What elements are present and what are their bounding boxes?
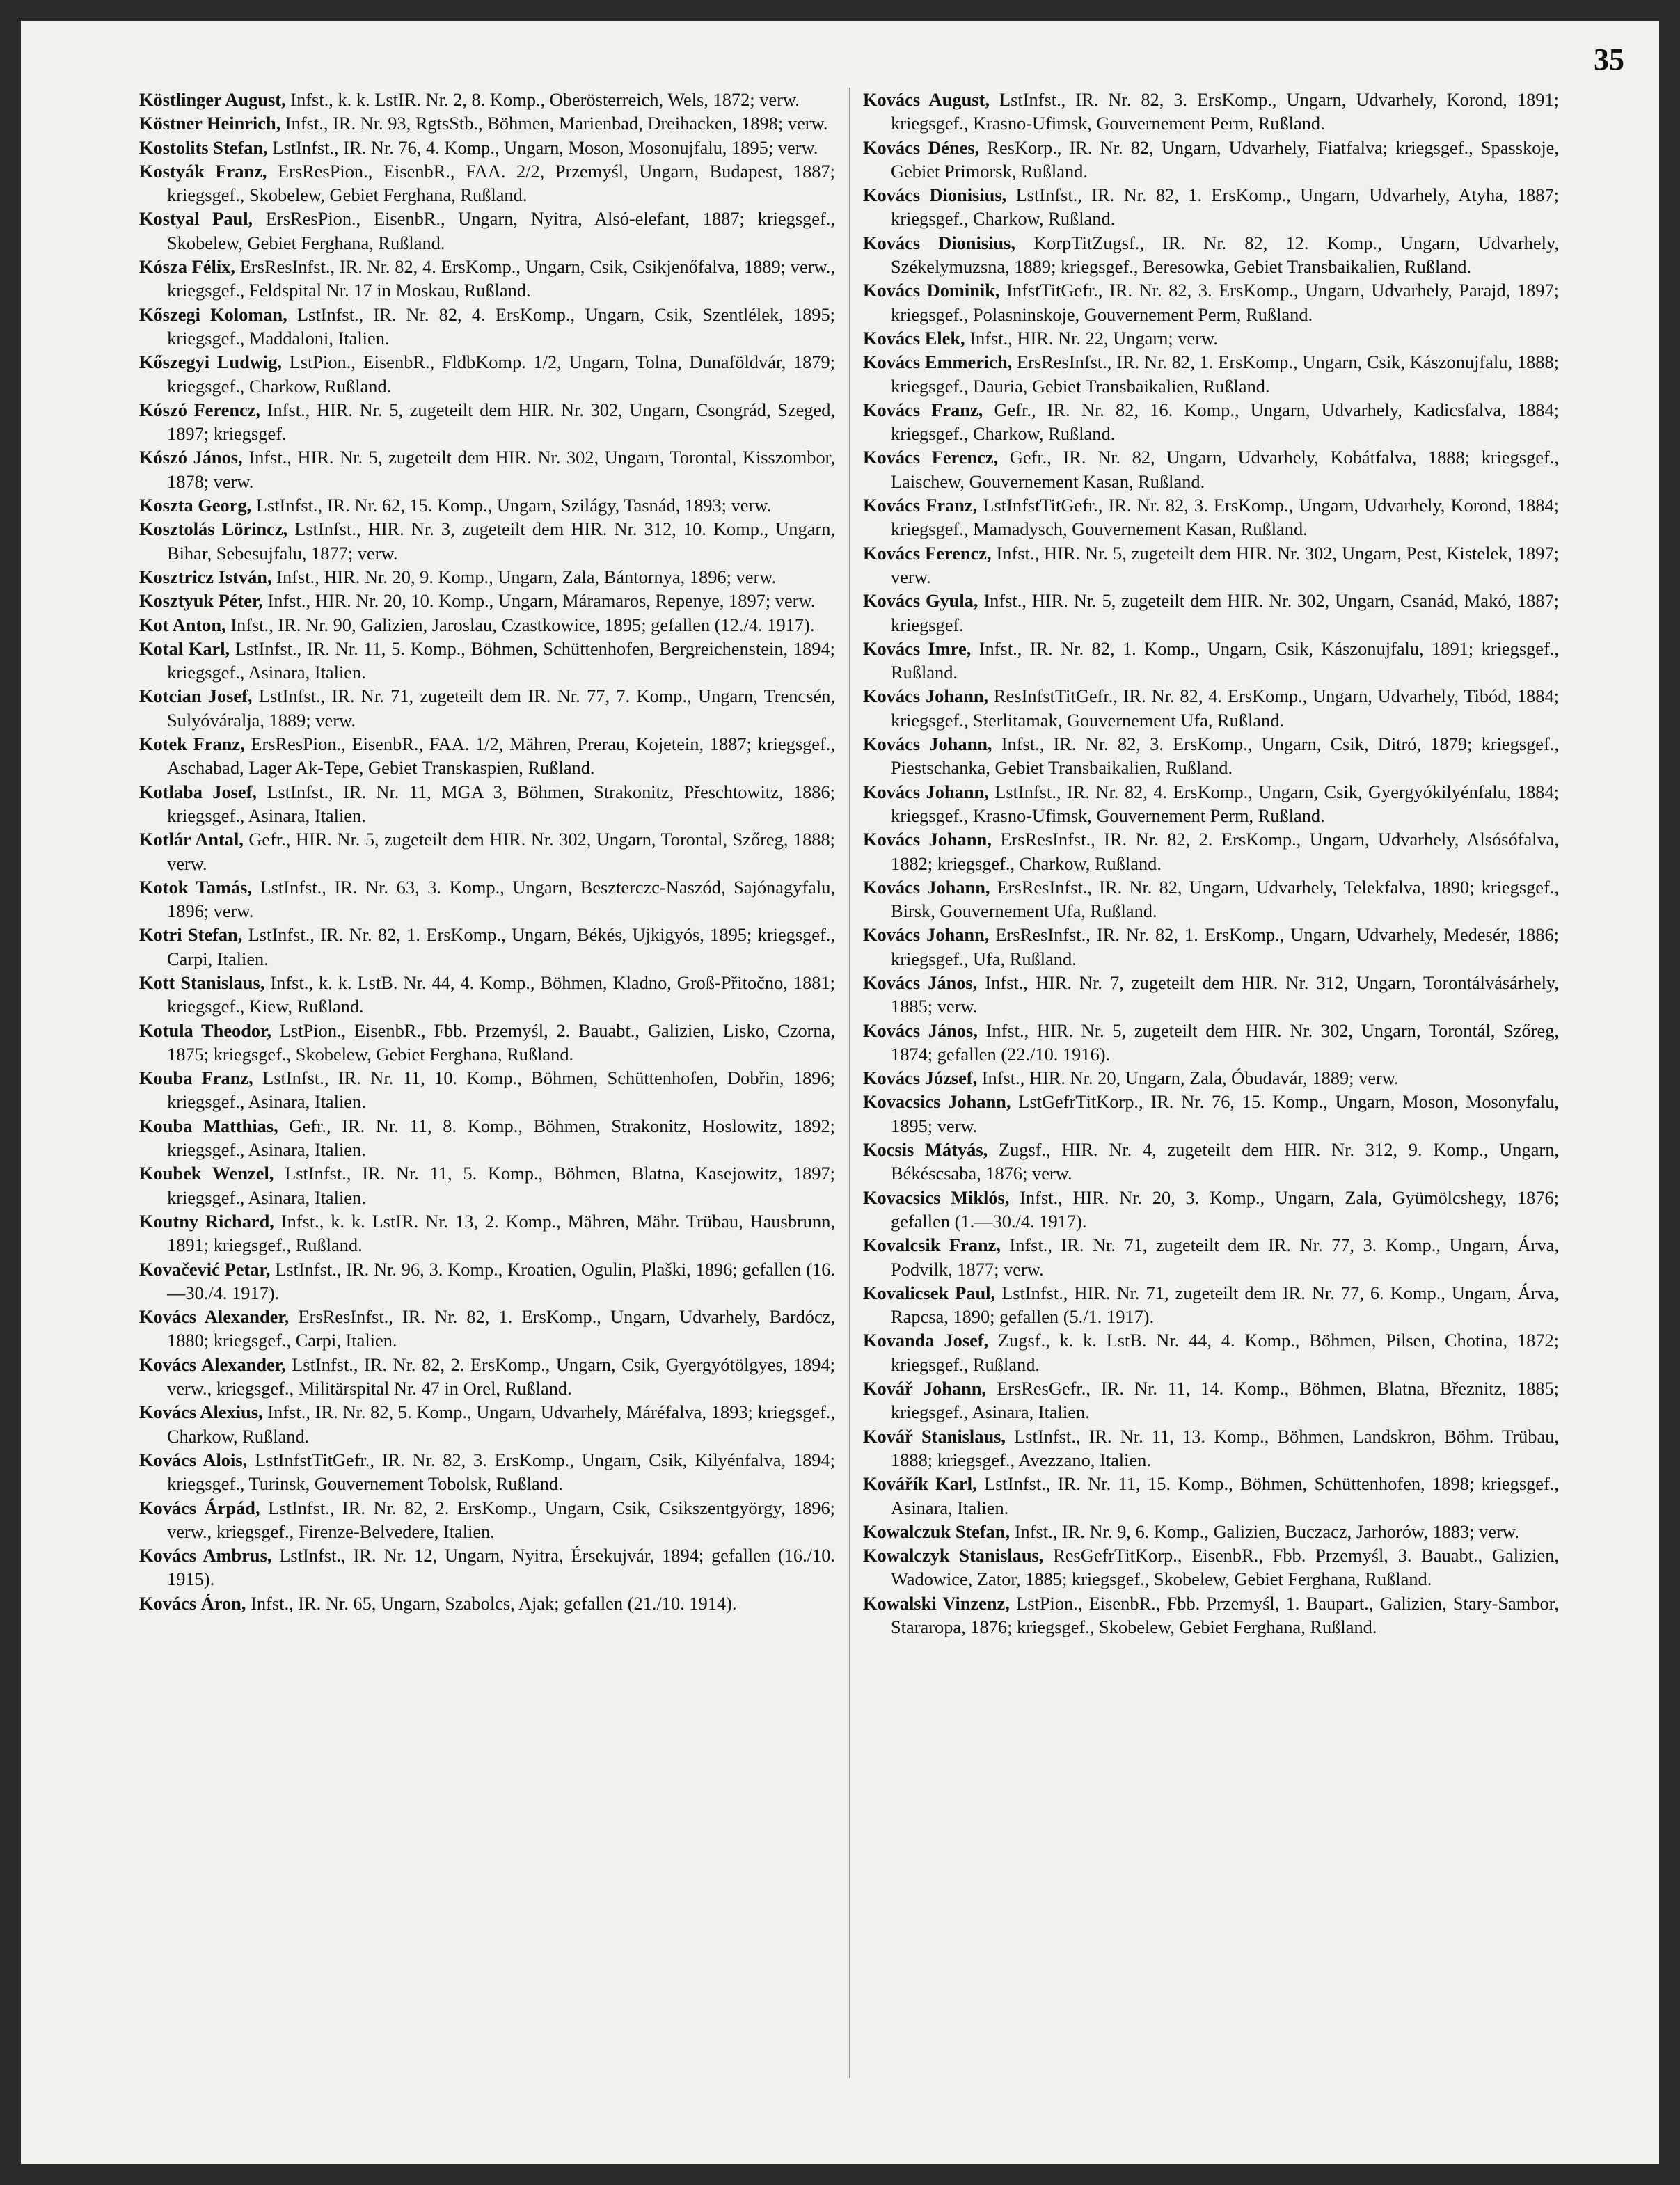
entry-details: Infst., HIR. Nr. 7, zugeteilt dem HIR. Nr. 312, Ungarn, Torontálvásárhely, 1885; verw. [891, 971, 1560, 1017]
entry-name: Kovács Alois, [139, 1449, 248, 1470]
roster-entry [863, 637, 1559, 685]
roster-entry [863, 183, 1559, 231]
entry-details: LstInfst., IR. Nr. 11, 5. Komp., Böhmen, Schüttenhofen, Bergreichenstein, 1894; kriegsgef., Asinara, Italien. [167, 637, 835, 683]
entry-name: Kosztyuk Péter, [139, 590, 263, 612]
entry-details: InfstTitGefr., IR. Nr. 82, 3. ErsKomp., Ungarn, Udvarhely, Parajd, 1897; kriegsgef., Polasninskoje, Gouvernement Perm, Rußland. [891, 280, 1559, 325]
entry-name: Kosztricz István, [139, 566, 272, 587]
entry-details: ResGefrTitKorp., EisenbR., Fbb. Przemyśl, 3. Bauabt., Galizien, Wadowice, Zator, 1885; kriegsgef., Skobelew, Gebiet Ferghana, Rußland. [891, 1545, 1560, 1590]
entry-name: Kovács Johann, [863, 876, 990, 898]
entry-details: LstInfst., IR. Nr. 82, 3. ErsKomp., Ungarn, Udvarhely, Korond, 1891; kriegsgef., Krasno-Ufimsk, Gouvernement Perm, Rußland. [891, 89, 1559, 134]
entry-name: Kotcian Josef, [139, 685, 253, 707]
entry-details: LstInfst., IR. Nr. 82, 4. ErsKomp., Ungarn, Csik, Szentlélek, 1895; kriegsgef., Maddaloni, Italien. [167, 303, 835, 349]
entry-name: Kovács János, [863, 1019, 978, 1041]
entry-details: Zugsf., k. k. LstB. Nr. 44, 4. Komp., Böhmen, Pilsen, Chotina, 1872; kriegsgef., Rußland. [891, 1330, 1559, 1375]
entry-details: LstInfst., IR. Nr. 82, 2. ErsKomp., Ungarn, Csik, Csikszentgyörgy, 1896; verw., kriegsgef., Firenze-Belvedere, Italien. [167, 1497, 835, 1542]
roster-entry [139, 255, 835, 303]
roster-entry [139, 1400, 835, 1448]
entry-name: Kovář Stanislaus, [863, 1425, 1006, 1447]
entry-name: Kovářík Karl, [863, 1473, 977, 1495]
roster-entry [863, 923, 1559, 971]
roster-entry [139, 1257, 835, 1305]
right-column [863, 88, 1559, 1639]
entry-name: Kószó János, [139, 447, 243, 468]
entry-name: Kovács Dénes, [863, 136, 980, 158]
entry-details: KorpTitZugsf., IR. Nr. 82, 12. Komp., Ungarn, Udvarhely, Székelymuzsna, 1889; kriegsgef., Beresowka, Gebiet Transbaikalien, Rußland. [891, 232, 1559, 278]
roster-entry [863, 1376, 1559, 1424]
entry-name: Kovanda Josef, [863, 1330, 989, 1351]
entry-details: Infst., k. k. LstIR. Nr. 13, 2. Komp., Mähren, Mähr. Trübau, Hausbrunn, 1891; kriegsgef., Rußland. [167, 1210, 835, 1256]
entry-details: LstInfst., IR. Nr. 71, zugeteilt dem IR. Nr. 77, 7. Komp., Ungarn, Trencsén, Sulyóváralja, 1889; verw. [167, 685, 835, 731]
entry-details: Zugsf., HIR. Nr. 4, zugeteilt dem HIR. Nr. 312, 9. Komp., Ungarn, Békéscsaba, 1876; verw. [891, 1139, 1559, 1184]
entry-name: Kovács Johann, [863, 829, 992, 850]
roster-entry [139, 398, 835, 446]
entry-details: Infst., HIR. Nr. 20, 9. Komp., Ungarn, Zala, Bántornya, 1896; verw. [271, 566, 777, 587]
entry-details: ResInfstTitGefr., IR. Nr. 82, 4. ErsKomp., Ungarn, Udvarhely, Tibód, 1884; kriegsgef., Sterlitamak, Gouvernement Ufa, Rußland. [891, 685, 1559, 731]
roster-entry [863, 684, 1559, 732]
roster-entry [863, 1186, 1559, 1234]
entry-details: LstGefrTitKorp., IR. Nr. 76, 15. Komp., Ungarn, Moson, Mosonyfalu, 1895; verw. [891, 1091, 1559, 1136]
entry-details: Infst., IR. Nr. 65, Ungarn, Szabolcs, Ajak; gefallen (21./10. 1914). [246, 1592, 737, 1614]
entry-name: Kot Anton, [139, 614, 226, 635]
left-column [139, 88, 835, 1615]
roster-entry [139, 1448, 835, 1496]
entry-name: Koszta Georg, [139, 495, 252, 516]
roster-entry [139, 111, 835, 135]
entry-name: Kovács Emmerich, [863, 351, 1013, 373]
entry-name: Kovács Elek, [863, 327, 965, 349]
roster-entry [863, 278, 1559, 326]
entry-details: LstInfst., IR. Nr. 11, 13. Komp., Böhmen, Landskron, Böhm. Trübau, 1888; kriegsgef., Avezzano, Italien. [891, 1425, 1559, 1470]
entry-name: Kovács Franz, [863, 495, 978, 516]
roster-entry [139, 780, 835, 828]
entry-details: LstInfst., IR. Nr. 11, 15. Komp., Böhmen, Schüttenhofen, 1898; kriegsgef., Asinara, Italien. [891, 1473, 1559, 1518]
roster-entry [863, 780, 1559, 828]
entry-name: Kovács Johann, [863, 685, 989, 707]
roster-entry [863, 88, 1559, 136]
entry-name: Kowalczyk Stanislaus, [863, 1545, 1044, 1566]
roster-entry [863, 326, 1559, 350]
entry-details: LstInfstTitGefr., IR. Nr. 82, 3. ErsKomp., Ungarn, Csik, Kilyénfalva, 1894; kriegsgef., Turinsk, Gouvernement Tobolsk, Rußland. [167, 1449, 835, 1495]
entry-details: Gefr., HIR. Nr. 5, zugeteilt dem HIR. Nr. 302, Ungarn, Torontal, Szőreg, 1888; verw. [167, 829, 835, 874]
entry-name: Kosztolás Lörincz, [139, 518, 288, 540]
entry-details: LstInfst., IR. Nr. 11, MGA 3, Böhmen, Strakonitz, Přeschtowitz, 1886; kriegsgef., Asinara, Italien. [167, 781, 835, 826]
entry-name: Kotal Karl, [139, 637, 230, 659]
entry-name: Kószó Ferencz, [139, 399, 261, 420]
roster-entry [139, 493, 835, 517]
roster-entry [863, 1543, 1559, 1591]
entry-name: Koubek Wenzel, [139, 1163, 274, 1184]
roster-entry [139, 136, 835, 159]
entry-details: Infst., IR. Nr. 71, zugeteilt dem IR. Nr. 77, 3. Komp., Ungarn, Árva, Podvilk, 1877; verw. [891, 1234, 1559, 1280]
roster-entry [139, 1161, 835, 1209]
entry-details: ErsResInfst., IR. Nr. 82, 2. ErsKomp., Ungarn, Udvarhely, Alsósófalva, 1882; kriegsgef., Charkow, Rußland. [891, 829, 1559, 874]
entry-name: Kovács Gyula, [863, 590, 978, 612]
roster-entry [863, 136, 1559, 184]
roster-entry [863, 398, 1559, 446]
entry-name: Kovář Johann, [863, 1378, 987, 1399]
entry-details: Infst., HIR. Nr. 5, zugeteilt dem HIR. Nr. 302, Ungarn, Torontal, Kisszombor, 1878; verw. [167, 447, 835, 492]
roster-entry [139, 875, 835, 923]
entry-details: Infst., HIR. Nr. 5, zugeteilt dem HIR. Nr. 302, Ungarn, Torontál, Szőreg, 1874; gefallen (22./10. 1916). [891, 1019, 1560, 1065]
entry-details: Infst., IR. Nr. 90, Galizien, Jaroslau, Czastkowice, 1895; gefallen (12./4. 1917). [225, 614, 815, 635]
roster-entry [139, 1209, 835, 1257]
roster-entry [139, 1591, 835, 1615]
entry-details: LstInfst., IR. Nr. 96, 3. Komp., Kroatien, Ogulin, Plaški, 1896; gefallen (16.—30./4. 1917). [167, 1258, 835, 1303]
entry-details: LstPion., EisenbR., Fbb. Przemyśl, 1. Baupart., Galizien, Stary-Sambor, Stararopa, 1876; kriegsgef., Skobelew, Gebiet Ferghana, Rußland. [891, 1592, 1559, 1637]
entry-name: Kovács Ambrus, [139, 1545, 272, 1566]
entry-details: ErsResInfst., IR. Nr. 82, 1. ErsKomp., Ungarn, Udvarhely, Medesér, 1886; kriegsgef., Ufa, Rußland. [891, 924, 1559, 969]
roster-entry [139, 350, 835, 398]
roster-entry [863, 589, 1559, 637]
roster-entry [863, 541, 1559, 589]
entry-details: LstPion., EisenbR., Fbb. Przemyśl, 2. Bauabt., Galizien, Lisko, Czorna, 1875; kriegsgef., Skobelew, Gebiet Ferghana, Rußland. [167, 1019, 835, 1065]
entry-details: Infst., HIR. Nr. 5, zugeteilt dem HIR. Nr. 302, Ungarn, Csongrád, Szeged, 1897; kriegsgef. [167, 399, 835, 445]
entry-name: Kovács Ferencz, [863, 542, 992, 564]
entry-name: Kovács János, [863, 971, 978, 993]
entry-details: Infst., HIR. Nr. 20, 10. Komp., Ungarn, Máramaros, Repenye, 1897; verw. [262, 590, 816, 612]
entry-details: Infst., HIR. Nr. 22, Ungarn; verw. [965, 327, 1218, 349]
roster-entry [139, 565, 835, 589]
entry-name: Kovalcsik Franz, [863, 1234, 1001, 1256]
entry-name: Kovács Ferencz, [863, 447, 999, 468]
entry-details: Infst., HIR. Nr. 5, zugeteilt dem HIR. Nr. 302, Ungarn, Pest, Kistelek, 1897; verw. [891, 542, 1559, 587]
roster-entry [863, 350, 1559, 398]
entry-details: Infst., IR. Nr. 82, 3. ErsKomp., Ungarn, Csik, Ditró, 1879; kriegsgef., Piestschanka, Gebiet Transbaikalien, Rußland. [891, 733, 1559, 779]
entry-details: LstInfst., IR. Nr. 82, 1. ErsKomp., Ungarn, Békés, Ujkigyós, 1895; kriegsgef., Carpi, Italien. [167, 924, 836, 969]
roster-entry [139, 971, 835, 1019]
roster-entry [863, 1019, 1559, 1067]
entry-details: Infst., IR. Nr. 93, RgtsStb., Böhmen, Marienbad, Dreihacken, 1898; verw. [280, 113, 828, 134]
entry-name: Kovács Johann, [863, 924, 990, 946]
roster-entry [863, 1472, 1559, 1520]
entry-details: Infst., k. k. LstB. Nr. 44, 4. Komp., Böhmen, Kladno, Groß-Přitočno, 1881; kriegsgef., Kiew, Rußland. [167, 971, 835, 1017]
entry-details: ErsResInfst., IR. Nr. 82, 1. ErsKomp., Ungarn, Udvarhely, Bardócz, 1880; kriegsgef., Carpi, Italien. [167, 1306, 835, 1351]
entry-details: ErsResGefr., IR. Nr. 11, 14. Komp., Böhmen, Blatna, Březnitz, 1885; kriegsgef., Asinara, Italien. [891, 1378, 1559, 1423]
entry-name: Kovács Dionisius, [863, 184, 1007, 206]
roster-entry [139, 1543, 835, 1591]
entry-name: Kovačević Petar, [139, 1258, 271, 1280]
roster-entry [863, 1138, 1559, 1186]
entry-details: LstInfst., IR. Nr. 11, 5. Komp., Böhmen, Blatna, Kasejowitz, 1897; kriegsgef., Asinara, Italien. [167, 1163, 835, 1208]
entry-name: Kovács Franz, [863, 399, 983, 420]
entry-name: Kőszegyi Ludwig, [139, 351, 282, 373]
entry-name: Kowalski Vinzenz, [863, 1592, 1010, 1614]
entry-name: Kovács Johann, [863, 733, 992, 755]
roster-entry [863, 1424, 1559, 1472]
entry-name: Kósza Félix, [139, 256, 235, 278]
entry-details: LstPion., EisenbR., FldbKomp. 1/2, Ungarn, Tolna, Dunaföldvár, 1879; kriegsgef., Charkow, Rußland. [167, 351, 835, 397]
roster-entry [139, 923, 835, 971]
roster-entry [139, 1019, 835, 1067]
roster-entry [139, 159, 835, 207]
roster-entry [863, 1233, 1559, 1281]
page-number: 35 [1594, 42, 1624, 77]
entry-name: Kovács Dionisius, [863, 232, 1015, 253]
entry-details: LstInfstTitGefr., IR. Nr. 82, 3. ErsKomp., Ungarn, Udvarhely, Korond, 1884; kriegsgef., Mamadysch, Gouvernement Kasan, Rußland. [891, 495, 1559, 540]
roster-entry [863, 1591, 1559, 1639]
entry-name: Kovács Imre, [863, 637, 972, 659]
entry-name: Kőszegi Koloman, [139, 303, 287, 325]
roster-entry [139, 88, 835, 111]
entry-details: LstInfst., HIR. Nr. 71, zugeteilt dem IR. Nr. 77, 6. Komp., Ungarn, Árva, Rapcsa, 1890; gefallen (5./1. 1917). [891, 1282, 1559, 1328]
roster-entry [863, 875, 1559, 923]
roster-entry [139, 445, 835, 493]
roster-entry [139, 1066, 835, 1114]
entry-details: ResKorp., IR. Nr. 82, Ungarn, Udvarhely, Fiatfalva; kriegsgef., Spasskoje, Gebiet Primorsk, Rußland. [891, 136, 1559, 182]
entry-details: ErsResInfst., IR. Nr. 82, 4. ErsKomp., Ungarn, Csik, Csikjenőfalva, 1889; verw., kriegsgef., Feldspital Nr. 17 in Moskau, Rußland. [167, 256, 835, 301]
entry-name: Köstner Heinrich, [139, 113, 281, 134]
roster-entry [863, 1090, 1559, 1138]
entry-details: ErsResPion., EisenbR., FAA. 2/2, Przemyśl, Ungarn, Budapest, 1887; kriegsgef., Skobelew, Gebiet Ferghana, Rußland. [167, 160, 835, 206]
column-divider [849, 88, 850, 2078]
roster-entry [863, 445, 1559, 493]
roster-entry [139, 589, 835, 612]
entry-name: Kostolits Stefan, [139, 136, 268, 158]
entry-details: Infst., HIR. Nr. 5, zugeteilt dem HIR. Nr. 302, Ungarn, Csanád, Makó, 1887; kriegsgef. [891, 590, 1559, 635]
entry-name: Kouba Matthias, [139, 1115, 278, 1136]
entry-details: Gefr., IR. Nr. 11, 8. Komp., Böhmen, Strakonitz, Hoslowitz, 1892; kriegsgef., Asinara, Italien. [167, 1115, 836, 1161]
entry-name: Köstlinger August, [139, 89, 286, 110]
entry-name: Kovács Alexius, [139, 1401, 263, 1423]
entry-name: Kovács Dominik, [863, 280, 1000, 301]
entry-name: Kotek Franz, [139, 733, 245, 755]
entry-name: Kostyák Franz, [139, 160, 267, 182]
roster-entry [139, 637, 835, 685]
roster-entry [863, 1281, 1559, 1329]
entry-details: Infst., HIR. Nr. 20, Ungarn, Zala, Óbudavár, 1889; verw. [977, 1067, 1399, 1089]
entry-name: Kott Stanislaus, [139, 971, 265, 993]
roster-entry [863, 827, 1559, 875]
entry-name: Koutny Richard, [139, 1210, 274, 1232]
roster-entry [863, 493, 1559, 541]
roster-entry [139, 303, 835, 351]
entry-details: LstInfst., HIR. Nr. 3, zugeteilt dem HIR. Nr. 312, 10. Komp., Ungarn, Bihar, Sebesujfalu, 1877; verw. [167, 518, 835, 564]
roster-entry [139, 1305, 835, 1353]
entry-name: Kovács Alexander, [139, 1306, 290, 1328]
entry-name: Kotula Theodor, [139, 1019, 271, 1041]
roster-entry [139, 732, 835, 780]
document-page [21, 21, 1659, 2164]
entry-details: LstInfst., IR. Nr. 82, 4. ErsKomp., Ungarn, Csik, Gyergyókilyénfalu, 1884; kriegsgef., Krasno-Ufimsk, Gouvernement Perm, Rußland. [891, 781, 1559, 826]
roster-entry [139, 1353, 835, 1401]
entry-name: Kovács Árpád, [139, 1497, 260, 1518]
entry-name: Kovacsics Miklós, [863, 1186, 1010, 1208]
roster-entry [863, 231, 1559, 279]
entry-details: Infst., IR. Nr. 82, 1. Komp., Ungarn, Csik, Kászonujfalu, 1891; kriegsgef., Rußland. [891, 637, 1559, 683]
entry-details: ErsResInfst., IR. Nr. 82, 1. ErsKomp., Ungarn, Csik, Kászonujfalu, 1888; kriegsgef., Dauria, Gebiet Transbaikalien, Rußland. [891, 351, 1559, 397]
entry-name: Kovács Áron, [139, 1592, 246, 1614]
entry-details: LstInfst., IR. Nr. 63, 3. Komp., Ungarn, Beszterczc-Naszód, Sajónagyfalu, 1896; verw. [167, 876, 835, 922]
entry-details: LstInfst., IR. Nr. 12, Ungarn, Nyitra, Érsekujvár, 1894; gefallen (16./10. 1915). [167, 1545, 835, 1590]
entry-name: Kowalczuk Stefan, [863, 1520, 1011, 1542]
entry-details: ErsResPion., EisenbR., FAA. 1/2, Mähren, Prerau, Kojetein, 1887; kriegsgef., Aschabad, Lager Ak-Tepe, Gebiet Transkaspien, Rußland. [167, 733, 835, 779]
entry-name: Kotri Stefan, [139, 924, 243, 946]
entry-details: LstInfst., IR. Nr. 76, 4. Komp., Ungarn, Moson, Mosonujfalu, 1895; verw. [267, 136, 818, 158]
entry-details: LstInfst., IR. Nr. 62, 15. Komp., Ungarn, Szilágy, Tasnád, 1893; verw. [251, 495, 772, 516]
entry-details: Infst., HIR. Nr. 20, 3. Komp., Ungarn, Zala, Gyümölcshegy, 1876; gefallen (1.—30./4. 1917). [891, 1186, 1559, 1232]
entry-name: Kovács József, [863, 1067, 978, 1089]
roster-entry [863, 1066, 1559, 1090]
entry-name: Kostyal Paul, [139, 208, 253, 230]
roster-entry [139, 827, 835, 875]
entry-details: ErsResPion., EisenbR., Ungarn, Nyitra, Alsó-elefant, 1887; kriegsgef., Skobelew, Gebiet Ferghana, Rußland. [167, 208, 835, 253]
entry-details: ErsResInfst., IR. Nr. 82, Ungarn, Udvarhely, Telekfalva, 1890; kriegsgef., Birsk, Gouvernement Ufa, Rußland. [891, 876, 1559, 922]
entry-details: LstInfst., IR. Nr. 82, 1. ErsKomp., Ungarn, Udvarhely, Atyha, 1887; kriegsgef., Charkow, Rußland. [891, 184, 1559, 230]
roster-entry [139, 517, 835, 565]
entry-name: Kotlár Antal, [139, 829, 244, 850]
roster-entry [139, 1114, 835, 1162]
entry-details: Gefr., IR. Nr. 82, Ungarn, Udvarhely, Kobátfalva, 1888; kriegsgef., Laischew, Gouvernement Kasan, Rußland. [891, 447, 1559, 492]
entry-details: LstInfst., IR. Nr. 82, 2. ErsKomp., Ungarn, Csik, Gyergyótölgyes, 1894; verw., kriegsgef., Militärspital Nr. 47 in Orel, Rußland. [167, 1353, 835, 1399]
entry-details: Infst., k. k. LstIR. Nr. 2, 8. Komp., Oberösterreich, Wels, 1872; verw. [285, 89, 800, 110]
entry-name: Kovács August, [863, 89, 990, 110]
roster-entry [863, 971, 1559, 1019]
entry-name: Kovalicsek Paul, [863, 1282, 996, 1303]
entry-name: Kovács Alexander, [139, 1353, 286, 1375]
roster-entry [863, 1328, 1559, 1376]
roster-entry [139, 684, 835, 732]
entry-name: Kotlaba Josef, [139, 781, 257, 802]
entry-details: Infst., IR. Nr. 82, 5. Komp., Ungarn, Udvarhely, Máréfalva, 1893; kriegsgef., Charkow, Rußland. [167, 1401, 836, 1447]
entry-name: Kovacsics Johann, [863, 1091, 1011, 1113]
entry-details: Infst., IR. Nr. 9, 6. Komp., Galizien, Buczacz, Jarhorów, 1883; verw. [1010, 1520, 1519, 1542]
entry-name: Kocsis Mátyás, [863, 1139, 988, 1161]
entry-details: LstInfst., IR. Nr. 11, 10. Komp., Böhmen, Schüttenhofen, Dobřin, 1896; kriegsgef., Asinara, Italien. [167, 1067, 835, 1113]
roster-entry [863, 732, 1559, 780]
roster-entry [139, 1496, 835, 1544]
entry-name: Kotok Tamás, [139, 876, 252, 898]
entry-details: Gefr., IR. Nr. 82, 16. Komp., Ungarn, Udvarhely, Kadicsfalva, 1884; kriegsgef., Charkow, Rußland. [891, 399, 1559, 445]
entry-name: Kovács Johann, [863, 781, 989, 802]
entry-name: Kouba Franz, [139, 1067, 253, 1089]
roster-entry [863, 1520, 1559, 1543]
roster-entry [139, 207, 835, 255]
roster-entry [139, 613, 835, 637]
